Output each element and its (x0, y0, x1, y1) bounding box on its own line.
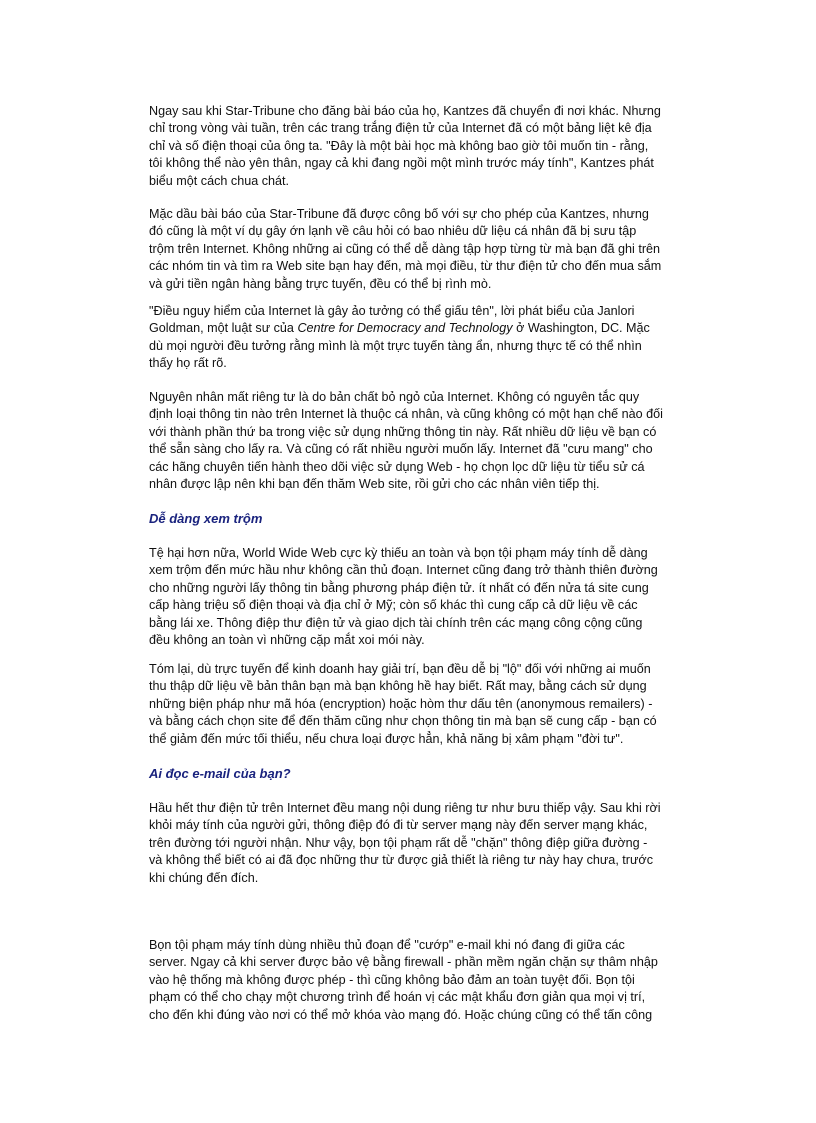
text-line: thu thập dữ liệu về bản thân bạn mà bạn không hề hay biết. Rất may, bằng cách sử dụng (149, 679, 647, 694)
paragraph-8 (149, 937, 696, 1024)
text-line: chỉ trong vòng vài tuần, trên các trang trắng điện tử của Internet đã có một bảng liệt kê địa (149, 121, 652, 136)
text-line: vào hệ thống mà không được phép - thì cũng không bảo đảm an toàn tuyệt đối. Bọn tội (149, 972, 635, 987)
text-line: và gửi tiền ngân hàng bằng trực tuyến, đều có thể bị rình mò. (149, 276, 492, 291)
text-line: server. Ngay cả khi server được bảo vệ bằng firewall - phần mềm ngăn chặn sự thâm nhập (149, 955, 658, 970)
text-line: cho những người lấy thông tin bằng phương pháp điện tử. ít nhất có đến nửa tá site cung (149, 580, 649, 595)
text-line: trộm trên Internet. Không những ai cũng có thể dễ dàng tập hợp từng từ mà bạn đã ghi trên (149, 241, 661, 256)
paragraph-4 (149, 389, 696, 493)
text-line: bằng lái xe. Thông điệp thư điện tử và giao dịch tài chính trên các mạng công cộng cũng (149, 615, 643, 630)
text-run: "Điều nguy hiểm của Internet là gây ảo tưởng có thể giấu tên", lời phát biểu của Janlori (149, 304, 635, 318)
text-line: xem trộm đến mức hầu như không cần thủ đoạn. Internet cũng đang trở thành thiên đường (149, 563, 658, 578)
text-line: trên đường tới người nhận. Như vậy, bọn tội phạm rất dễ "chặn" thông điệp giữa đường - (149, 835, 648, 850)
text-line: các nhóm tin và tìm ra Web site bạn hay đến, mà mọi điều, từ thư điện tử cho đến mua sắm (149, 259, 662, 274)
text-line: Tệ hại hơn nữa, World Wide Web cực kỳ thiếu an toàn và bọn tội phạm máy tính dễ dàng (149, 546, 648, 560)
text-line (149, 355, 696, 372)
text-run: dù mọi người đều tưởng rằng mình là một trực tuyến tàng ẩn, nhưng thực tế có thể nhìn (149, 338, 642, 353)
text-line (149, 338, 696, 355)
text-line (149, 303, 696, 320)
organization-name: Centre for Democracy and Technology (297, 321, 513, 336)
text-line: Bọn tội phạm máy tính dùng nhiều thủ đoạn để "cướp" e-mail khi nó đang đi giữa các (149, 938, 625, 952)
text-line: các hãng chuyên tiến hành theo dõi việc sử dụng Web - họ chọn lọc dữ liệu từ tiểu sử cá (149, 459, 645, 474)
section-heading-xem-trom: Dễ dàng xem trộm (149, 511, 263, 526)
text-line: Mặc dầu bài báo của Star-Tribune đã được công bố với sự cho phép của Kantzes, nhưng (149, 207, 649, 221)
text-line: đó cũng là một ví dụ gây ớn lạnh về câu hỏi có bao nhiêu dữ liệu cá nhân đã bị sưu tập (149, 224, 637, 239)
text-line: Ngay sau khi Star-Tribune cho đăng bài báo của họ, Kantzes đã chuyển đi nơi khác. Nhưng (149, 104, 661, 118)
text-line: và bằng cách chọn site để đến thăm cũng như chọn thông tin mà bạn sẽ cung cấp - bạn có (149, 714, 657, 729)
text-run: thấy họ rất rõ. (149, 356, 227, 371)
text-line: thể sẵn sàng cho lấy ra. Và cũng có rất nhiều người muốn lấy. Internet đã "cưu mang" cho (149, 442, 653, 457)
text-line: Hầu hết thư điện tử trên Internet đều mang nội dung riêng tư như bưu thiếp vậy. Sau khi rời (149, 801, 661, 815)
section-heading-email: Ai đọc e-mail của bạn? (149, 766, 291, 781)
text-line: biểu một cách chua chát. (149, 173, 290, 188)
text-run: Goldman, một luật sư của (149, 321, 298, 336)
text-line: khi chúng đến đích. (149, 870, 259, 885)
text-line: nhân được lập nên khi bạn đến thăm Web site, rồi gửi cho các nhân viên tiếp thị. (149, 477, 600, 492)
paragraph-2 (149, 206, 696, 293)
text-line: và không thể biết có ai đã đọc những thư từ được giả thiết là riêng tư này hay chưa, trước (149, 853, 653, 868)
text-line: tôi không thể nào yên thân, ngay cả khi đang ngồi một mình trước máy tính", Kantzes phát (149, 156, 654, 171)
paragraph-6 (149, 661, 696, 748)
text-line: khỏi máy tính của người gửi, thông điệp đó đi từ server mạng này đến server mạng khác, (149, 818, 648, 833)
text-line: thể giảm đến mức tối thiểu, nếu chưa loại được hẳn, khả năng bị xâm phạm "đời tư". (149, 731, 624, 746)
text-line: phạm có thể cho chạy một chương trình để hoán vị các mật khẩu đơn giản qua mọi vị trí, (149, 990, 646, 1005)
paragraph-3 (149, 303, 696, 373)
paragraph-7 (149, 800, 696, 887)
text-line: Tóm lại, dù trực tuyến để kinh doanh hay giải trí, bạn đều dễ bị "lộ" đối với những ai muốn (149, 662, 651, 676)
text-line (149, 320, 696, 337)
text-line: định loại thông tin nào trên Internet là thuộc cá nhân, và cũng không có một hạn chế nào đối (149, 407, 663, 422)
text-line: với thành phần thứ ba trong việc sử dụng những thông tin này. Rất nhiều dữ liệu về bạn có (149, 424, 657, 439)
text-line: đều không an toàn vì những cặp mắt xoi mói này. (149, 633, 425, 648)
text-line: chỉ và số điện thoại của ông ta. "Đây là một bài học mà không bao giờ tôi muốn tin - rằng, (149, 138, 649, 153)
text-line: cấp hàng triệu số điện thoại và địa chỉ ở Mỹ; còn số khác thì cung cấp cả dữ liệu về các (149, 598, 638, 613)
text-line: những biện pháp như mã hóa (encryption) hoặc hòm thư dấu tên (anonymous remailers) - (149, 696, 653, 711)
text-run: ở Washington, DC. Mặc (512, 321, 650, 336)
paragraph-5 (149, 545, 696, 649)
text-line: cho đến khi đúng vào nơi có thể mở khóa vào mạng đó. Hoặc chúng cũng có thể tấn công (149, 1007, 653, 1022)
text-line: Nguyên nhân mất riêng tư là do bản chất bỏ ngỏ của Internet. Không có nguyên tắc quy (149, 390, 640, 404)
paragraph-1 (149, 103, 696, 190)
